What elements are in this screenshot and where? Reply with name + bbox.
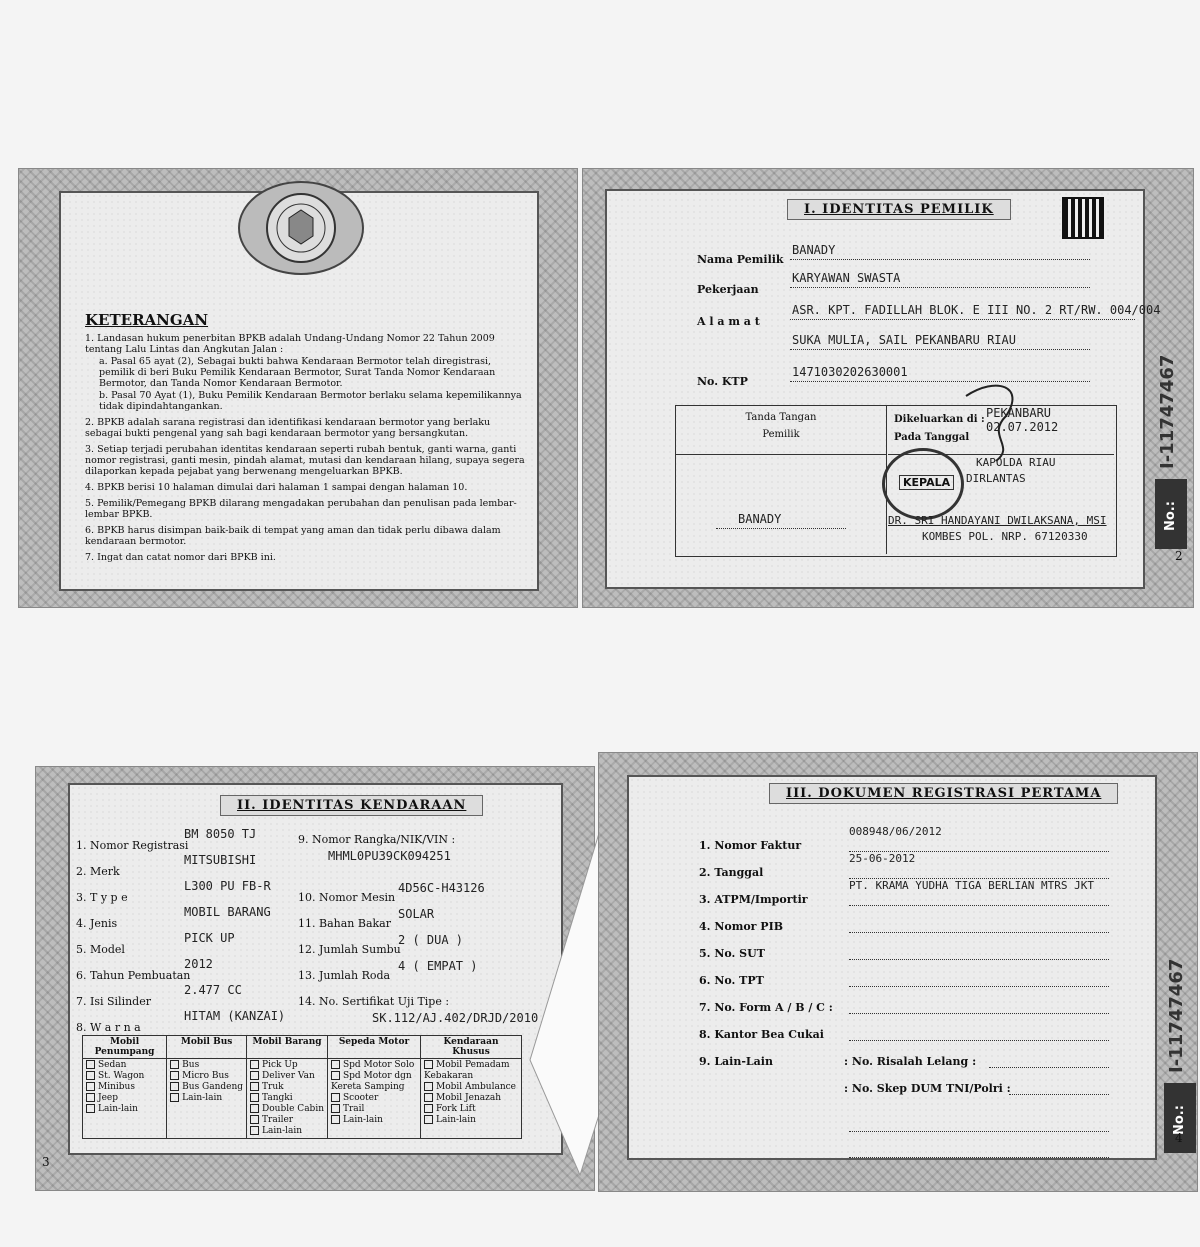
checkbox-option (86, 1093, 163, 1104)
checkbox-icon (86, 1071, 95, 1080)
field-label: 4. Jenis (76, 917, 118, 930)
field-value: 2 ( DUA ) (398, 933, 464, 947)
qr-code-icon (1062, 197, 1104, 239)
field-line (849, 986, 1109, 987)
field-label: 9. Lain-Lain (699, 1055, 773, 1068)
field-line (849, 1040, 1109, 1041)
field-value: SOLAR (398, 907, 435, 921)
torn-paper-flap (520, 820, 610, 1180)
field-value: MITSUBISHI (184, 853, 257, 867)
field-line (849, 905, 1109, 906)
cat-col-barang (247, 1059, 328, 1139)
field-label: 3. T y p e (76, 891, 128, 904)
checkbox-option (86, 1104, 163, 1115)
option-label: Mobil Pemadam Kebakaran (424, 1060, 510, 1081)
ktp-label: No. KTP (697, 375, 748, 388)
doc-number: I-11747467 (1157, 354, 1178, 469)
option-label: Bus Gandeng (182, 1082, 244, 1092)
field-value: 25-06-2012 (849, 852, 916, 865)
option-label: St. Wagon (98, 1071, 145, 1081)
dokumen-inner (627, 775, 1157, 1160)
checkbox-icon (331, 1115, 340, 1124)
option-label: Fork Lift (436, 1104, 476, 1114)
option-label: Lain-lain (262, 1126, 303, 1136)
checkbox-icon (424, 1115, 433, 1124)
bpkb-emblem-icon (236, 178, 366, 278)
kendaraan-inner (68, 783, 563, 1155)
option-label: Minibus (98, 1082, 135, 1092)
keterangan-item-7: 7. Ingat dan catat nomor dari BPKB ini. (85, 552, 276, 563)
ttd-label-1: Tanda Tangan (745, 412, 817, 423)
checkbox-icon (86, 1082, 95, 1091)
checkbox-icon (424, 1060, 433, 1069)
option-label: Tangki (262, 1093, 293, 1103)
dok-field-1 (699, 825, 1139, 861)
keterangan-item-6: 6. BPKB harus disimpan baik-baik di tempat yang aman dan tidak perlu dibawa dalam kendaraan bermotor. (85, 525, 501, 547)
dok-field-3 (699, 879, 1139, 915)
keterangan-title: KETERANGAN (85, 311, 209, 329)
checkbox-option (170, 1060, 243, 1071)
checkbox-icon (170, 1082, 179, 1091)
pemilik-inner (605, 189, 1161, 589)
option-label: Bus (182, 1060, 200, 1070)
dok-field-4 (699, 916, 1139, 942)
checkbox-icon (170, 1071, 179, 1080)
field-value: BM 8050 TJ (184, 827, 257, 841)
field-right-9 (298, 833, 558, 863)
cat-header-bus: Mobil Bus (167, 1036, 247, 1059)
checkbox-option (331, 1104, 417, 1115)
checkbox-option (250, 1082, 324, 1093)
checkbox-icon (250, 1082, 259, 1091)
cat-col-penumpang (83, 1059, 167, 1139)
field-label: 2. Tanggal (699, 866, 764, 879)
checkbox-option (86, 1082, 163, 1093)
checkbox-option (250, 1093, 324, 1104)
checkbox-option (424, 1115, 518, 1126)
checkbox-option (86, 1060, 163, 1071)
keterangan-item-5: 5. Pemilik/Pemegang BPKB dilarang mengadakan perubahan dan penulisan pada lembar-lembar BPKB. (85, 498, 517, 520)
alamat-line-1 (790, 319, 1135, 320)
option-label: Lain-lain (436, 1115, 476, 1125)
dikeluarkan-label: Dikeluarkan di : (894, 414, 985, 425)
alamat-line2: SUKA MULIA, SAIL PEKANBARU RIAU (792, 333, 1016, 347)
field-label: 13. Jumlah Roda (298, 969, 391, 982)
kendaraan-page (35, 766, 595, 1191)
category-options-row (83, 1059, 522, 1139)
no-tab (1155, 479, 1187, 549)
field-label: 8. Kantor Bea Cukai (699, 1028, 824, 1041)
field-value: 008948/06/2012 (849, 825, 942, 838)
option-label: Scooter (343, 1093, 379, 1103)
stamp-text: KEPALA (899, 475, 954, 490)
checkbox-option (331, 1115, 417, 1126)
ttd-name: BANADY (738, 512, 782, 526)
keterangan-item-2: 2. BPKB adalah sarana registrasi dan identifikasi kendaraan bermotor yang berlaku sebagai bukti pengenal yang sah bagi kendaraan bermotor yang bersangkutan. (85, 417, 491, 439)
doc-number-strip-2 (1164, 843, 1198, 1163)
checkbox-option (424, 1060, 512, 1082)
dok-field-8 (699, 1024, 1139, 1050)
extra-line-1 (849, 1131, 1109, 1132)
keterangan-item-1b: b. Pasal 70 Ayat (1), Buku Pemilik Kendaraan Bermotor berlaku selama kepemilikannya tidak dipindahtangankan. (99, 390, 522, 412)
checkbox-icon (331, 1060, 340, 1069)
field-label: 1. Nomor Faktur (699, 839, 802, 852)
checkbox-option (170, 1093, 243, 1104)
cat-header-khusus: Kendaraan Khusus (421, 1036, 522, 1059)
field-value: HITAM (KANZAI) (184, 1009, 286, 1023)
signature-scribble (956, 376, 1036, 466)
ttd-line (716, 528, 846, 529)
field-line (849, 959, 1109, 960)
tanggal-value: 02.07.2012 (986, 420, 1059, 434)
checkbox-icon (250, 1115, 259, 1124)
no-label: No.: (1163, 501, 1178, 531)
checkbox-option (250, 1060, 324, 1071)
pejabat-2: DIRLANTAS (966, 472, 1026, 485)
cat-header-penumpang: Mobil Penumpang (83, 1036, 167, 1059)
nama-value: BANADY (792, 243, 836, 257)
checkbox-icon (250, 1060, 259, 1069)
field-label: 4. Nomor PIB (699, 920, 784, 933)
page-number-3: 3 (42, 1155, 50, 1169)
option-label: Sedan (98, 1060, 127, 1070)
alamat-line-2 (790, 349, 1090, 350)
field-label: 7. No. Form A / B / C : (699, 1001, 833, 1014)
field-label: 6. No. TPT (699, 974, 764, 987)
checkbox-option (331, 1071, 417, 1093)
keterangan-item-4: 4. BPKB berisi 10 halaman dimulai dari halaman 1 sampai dengan halaman 10. (85, 482, 468, 493)
ttd-label-2: Pemilik (762, 429, 800, 440)
keterangan-item-1a: a. Pasal 65 ayat (2), Sebagai bukti bahwa Kendaraan Bermotor telah diregistrasi, pemilik di beri Buku Pemilik Kendaraan Bermotor, Surat Tanda Nomor Kendaraan Bermotor, dan Tanda Nomor Kendaraan Bermotor. (99, 356, 496, 389)
field-label: 5. Model (76, 943, 125, 956)
option-label: Truk (262, 1082, 284, 1092)
checkbox-icon (250, 1126, 259, 1135)
doc-number-2: I-11747467 (1166, 958, 1187, 1073)
extra-line-2 (849, 1157, 1109, 1158)
alamat-label: A l a m a t (697, 315, 760, 328)
field-right-14 (298, 989, 558, 1029)
checkbox-option (250, 1104, 324, 1115)
option-label: Lain-lain (182, 1093, 223, 1103)
checkbox-option (331, 1060, 417, 1071)
cat-col-khusus (421, 1059, 522, 1139)
pemilik-title: I. IDENTITAS PEMILIK (787, 199, 1011, 220)
skep-line (1009, 1094, 1109, 1095)
checkbox-icon (170, 1093, 179, 1102)
option-label: Spd Motor Solo (343, 1060, 415, 1070)
page-number-4: 4 (1175, 1131, 1183, 1145)
dok-field-6 (699, 970, 1139, 996)
cat-col-bus (167, 1059, 247, 1139)
field-value: 2.477 CC (184, 983, 242, 997)
category-header-row (83, 1036, 522, 1059)
ttd-cell (676, 406, 887, 455)
tanggal-label: Pada Tanggal (894, 432, 970, 443)
nama-label: Nama Pemilik (697, 253, 784, 266)
checkbox-option (170, 1071, 243, 1082)
pekerjaan-line (790, 287, 1090, 288)
dok-field-5 (699, 943, 1139, 969)
field-label: 3. ATPM/Importir (699, 893, 808, 906)
kendaraan-title: II. IDENTITAS KENDARAAN (220, 795, 483, 816)
category-table (82, 1035, 522, 1139)
checkbox-icon (86, 1093, 95, 1102)
checkbox-option (424, 1093, 518, 1104)
field-value: 4D56C-H43126 (398, 881, 485, 895)
field-value: MOBIL BARANG (184, 905, 271, 919)
field-value: SK.112/AJ.402/DRJD/2010 (372, 1011, 539, 1025)
pemilik-page (582, 168, 1194, 608)
pekerjaan-label: Pekerjaan (697, 283, 759, 296)
field-label: 2. Merk (76, 865, 120, 878)
cat-header-barang: Mobil Barang (247, 1036, 328, 1059)
option-label: Lain-lain (98, 1104, 138, 1114)
field-label: 9. Nomor Rangka/NIK/VIN : (298, 833, 456, 846)
keterangan-item-3: 3. Setiap terjadi perubahan identitas kendaraan seperti rubah bentuk, ganti warna, ganti nomor registrasi, ganti mesin, pindah alamat, mutasi dan kendaraan hilang, supaya segera dilaporkan kepada pejabat yang berwenang mengeluarkan BPKB. (85, 444, 525, 477)
checkbox-icon (424, 1082, 433, 1091)
checkbox-icon (250, 1071, 259, 1080)
checkbox-icon (250, 1093, 259, 1102)
option-label: Trailer (262, 1115, 294, 1125)
checkbox-option (250, 1115, 324, 1126)
dok-field-skep (699, 1078, 1139, 1104)
skep-label: : No. Skep DUM TNI/Polri : (844, 1082, 1011, 1095)
option-label: Trail (343, 1104, 365, 1114)
checkbox-icon (331, 1093, 340, 1102)
checkbox-option (331, 1093, 417, 1104)
field-label: 1. Nomor Registrasi (76, 839, 189, 852)
option-label: Double Cabin (262, 1104, 324, 1114)
option-label: Lain-lain (343, 1115, 383, 1125)
checkbox-icon (331, 1071, 340, 1080)
dikeluarkan-value: PEKANBARU (986, 406, 1052, 420)
dok-field-7 (699, 997, 1139, 1023)
field-label: 7. Isi Silinder (76, 995, 151, 1008)
checkbox-icon (86, 1104, 95, 1113)
field-value: L300 PU FB-R (184, 879, 271, 893)
field-label: 14. No. Sertifikat Uji Tipe : (298, 995, 450, 1008)
field-line (849, 1013, 1109, 1014)
page-number-2: 2 (1175, 549, 1183, 563)
police-stamp (882, 448, 964, 520)
checkbox-option (170, 1082, 243, 1093)
field-label: 10. Nomor Mesin (298, 891, 396, 904)
nama-line (790, 259, 1090, 260)
checkbox-option (250, 1071, 324, 1082)
alamat-line1: ASR. KPT. FADILLAH BLOK. E III NO. 2 RT/RW. 004/004 (792, 303, 1161, 317)
pejabat-name: DR. SRI HANDAYANI DWILAKSANA, MSI (888, 514, 1107, 527)
dokumen-title: III. DOKUMEN REGISTRASI PERTAMA (769, 783, 1118, 804)
field-value: PT. KRAMA YUDHA TIGA BERLIAN MTRS JKT (849, 879, 1095, 892)
pejabat-1: KAPOLDA RIAU (976, 456, 1056, 469)
option-label: Pick Up (262, 1060, 298, 1070)
field-line (849, 932, 1109, 933)
checkbox-icon (250, 1104, 259, 1113)
keterangan-list (85, 333, 525, 568)
option-label: Deliver Van (262, 1071, 315, 1081)
option-label: Jeep (98, 1093, 119, 1103)
field-label: 12. Jumlah Sumbu (298, 943, 401, 956)
dokumen-page (598, 752, 1198, 1192)
keterangan-item-1: 1. Landasan hukum penerbitan BPKB adalah Undang-Undang Nomor 22 Tahun 2009 tentang Lalu Lintas dan Angkutan Jalan : (85, 333, 495, 355)
field-label: 6. Tahun Pembuatan (76, 969, 191, 982)
checkbox-icon (331, 1104, 340, 1113)
ttd-signature-area (676, 454, 887, 554)
field-label: 5. No. SUT (699, 947, 765, 960)
option-label: Micro Bus (182, 1071, 229, 1081)
field-label: 8. W a r n a (76, 1021, 141, 1034)
signature-box (675, 405, 1117, 557)
keterangan-page (18, 168, 578, 608)
doc-number-strip (1155, 279, 1189, 579)
checkbox-icon (86, 1060, 95, 1069)
risalah-label: : No. Risalah Lelang : (844, 1055, 977, 1068)
checkbox-icon (170, 1060, 179, 1069)
risalah-line (989, 1067, 1109, 1068)
checkbox-icon (424, 1093, 433, 1102)
ktp-line (790, 381, 1090, 382)
field-label: 11. Bahan Bakar (298, 917, 391, 930)
field-value: 4 ( EMPAT ) (398, 959, 478, 973)
field-value: 2012 (184, 957, 213, 971)
emblem (236, 178, 366, 278)
no-label-2: No.: (1172, 1105, 1187, 1135)
cat-col-motor (328, 1059, 421, 1139)
checkbox-option (424, 1082, 518, 1093)
pejabat-nrp: KOMBES POL. NRP. 67120330 (922, 530, 1088, 543)
ktp-value: 1471030202630001 (792, 365, 908, 379)
cat-header-motor: Sepeda Motor (328, 1036, 421, 1059)
option-label: Mobil Jenazah (436, 1093, 502, 1103)
pekerjaan-value: KARYAWAN SWASTA (792, 271, 901, 285)
option-label: Mobil Ambulance (436, 1082, 517, 1092)
checkbox-icon (424, 1104, 433, 1113)
dok-field-9 (699, 1051, 1139, 1077)
field-value: MHML0PU39CK094251 (328, 849, 451, 863)
checkbox-option (86, 1071, 163, 1082)
keterangan-inner (59, 191, 539, 591)
field-value: PICK UP (184, 931, 235, 945)
checkbox-option (250, 1126, 324, 1137)
option-label: Spd Motor dgn Kereta Samping (331, 1071, 412, 1092)
checkbox-option (424, 1104, 518, 1115)
field-right-13 (298, 959, 558, 989)
